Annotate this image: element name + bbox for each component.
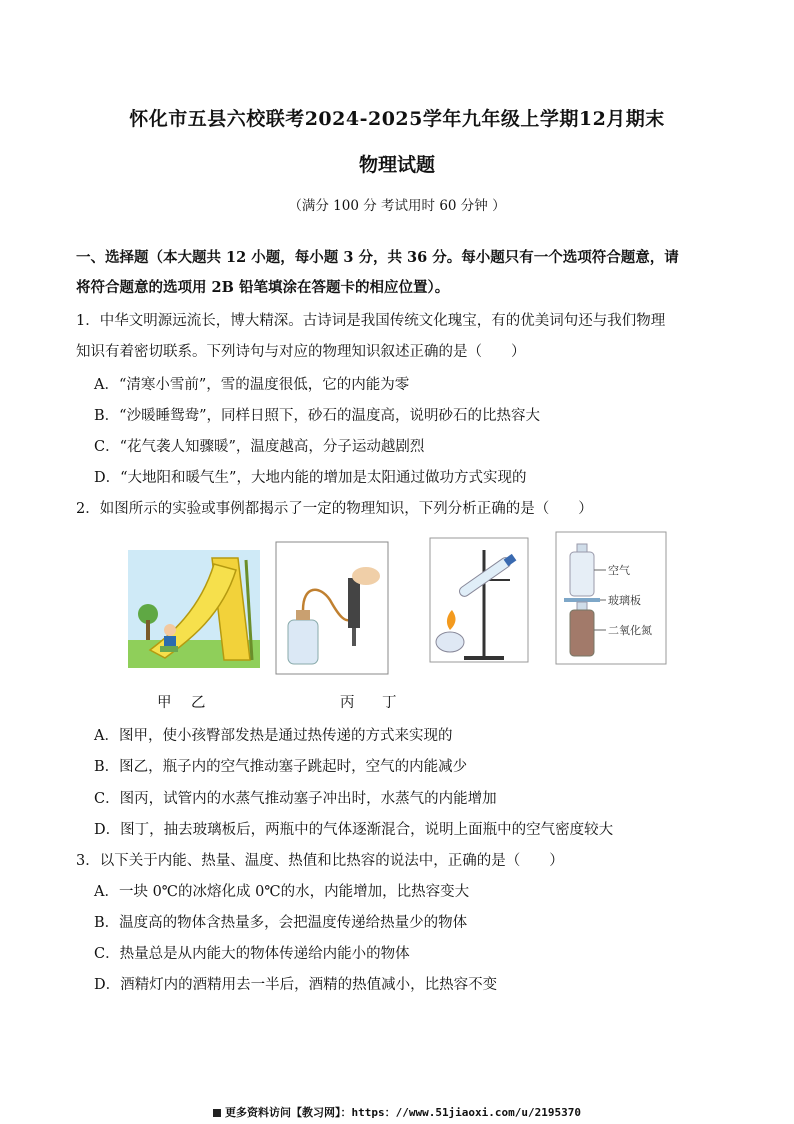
flag-icon <box>213 1109 221 1117</box>
section-heading: 将符合题意的选项用 2B 铅笔填涂在答题卡的相应位置）。 <box>76 279 450 296</box>
figure-label-ding: 丁 <box>382 695 397 711</box>
question-2-stem: 2．如图所示的实验或事例都揭示了一定的物理知识，下列分析正确的是（ ） <box>76 501 593 517</box>
question-1-option-b: B．“沙暖睡鸳鸯”，同样日照下，砂石的温度高，说明砂石的比热容大 <box>94 408 540 424</box>
figure-label-yi: 乙 <box>191 695 206 711</box>
question-2-option-b: B．图乙，瓶子内的空气推动塞子跳起时，空气的内能减少 <box>94 759 468 775</box>
label-nitrogen-dioxide: 二氧化氮 <box>608 624 652 637</box>
figure-label-jia: 甲 <box>157 695 172 711</box>
question-2-option-a: A．图甲，使小孩臀部发热是通过热传递的方式来实现的 <box>94 728 453 744</box>
label-glass-plate: 玻璃板 <box>608 594 641 607</box>
exam-info: （满分 100 分 考试用时 60 分钟 ） <box>288 198 506 214</box>
page-title: 怀化市五县六校联考2024-2025学年九年级上学期12月期末 <box>129 108 665 130</box>
question-1-option-a: A．“清寒小雪前”，雪的温度很低，它的内能为零 <box>94 377 410 393</box>
section-heading: 一、选择题（本大题共 12 小题，每小题 3 分，共 36 分。每小题只有一个选项符合题意，请 <box>76 249 679 266</box>
figure-slide-image <box>128 550 260 668</box>
question-1-option-d: D．“大地阳和暖气生”，大地内能的增加是太阳通过做功方式实现的 <box>94 470 527 486</box>
figure-two-bottles-image <box>556 532 666 664</box>
figures-svg <box>0 530 794 680</box>
question-1-option-c: C．“花气袭人知骤暖”，温度越高，分子运动越剧烈 <box>94 439 425 455</box>
question-2-figures <box>0 530 794 680</box>
footer-link[interactable]: 更多资料访问【教习网】：https：//www.51jiaoxi.com/u/2195370 <box>224 1106 582 1119</box>
figure-test-tube-image <box>430 538 528 662</box>
question-3-option-c: C．热量总是从内能大的物体传递给内能小的物体 <box>94 946 410 962</box>
question-3-option-b: B．温度高的物体含热量多，会把温度传递给热量少的物体 <box>94 915 468 931</box>
question-3-option-d: D．酒精灯内的酒精用去一半后，酒精的热值减小，比热容不变 <box>94 977 498 993</box>
question-2-option-c: C．图丙，试管内的水蒸气推动塞子冲出时，水蒸气的内能增加 <box>94 791 497 807</box>
question-2-option-d: D．图丁，抽去玻璃板后，两瓶中的气体逐渐混合，说明上面瓶中的空气密度较大 <box>94 822 614 838</box>
question-3-option-a: A．一块 0℃的冰熔化成 0℃的水，内能增加，比热容变大 <box>94 884 470 900</box>
question-1-stem: 知识有着密切联系。下列诗句与对应的物理知识叙述正确的是（ ） <box>76 344 526 360</box>
footer <box>0 1104 794 1120</box>
label-air: 空气 <box>608 564 630 577</box>
question-1-stem: 1．中华文明源远流长，博大精深。古诗词是我国传统文化瑰宝，有的优美词句还与我们物理 <box>76 313 666 329</box>
question-3-stem: 3．以下关于内能、热量、温度、热值和比热容的说法中，正确的是（ ） <box>76 853 564 869</box>
page-subtitle: 物理试题 <box>358 154 435 176</box>
figure-label-bing: 丙 <box>340 695 355 711</box>
figure-bottle-pump-image <box>276 542 388 674</box>
